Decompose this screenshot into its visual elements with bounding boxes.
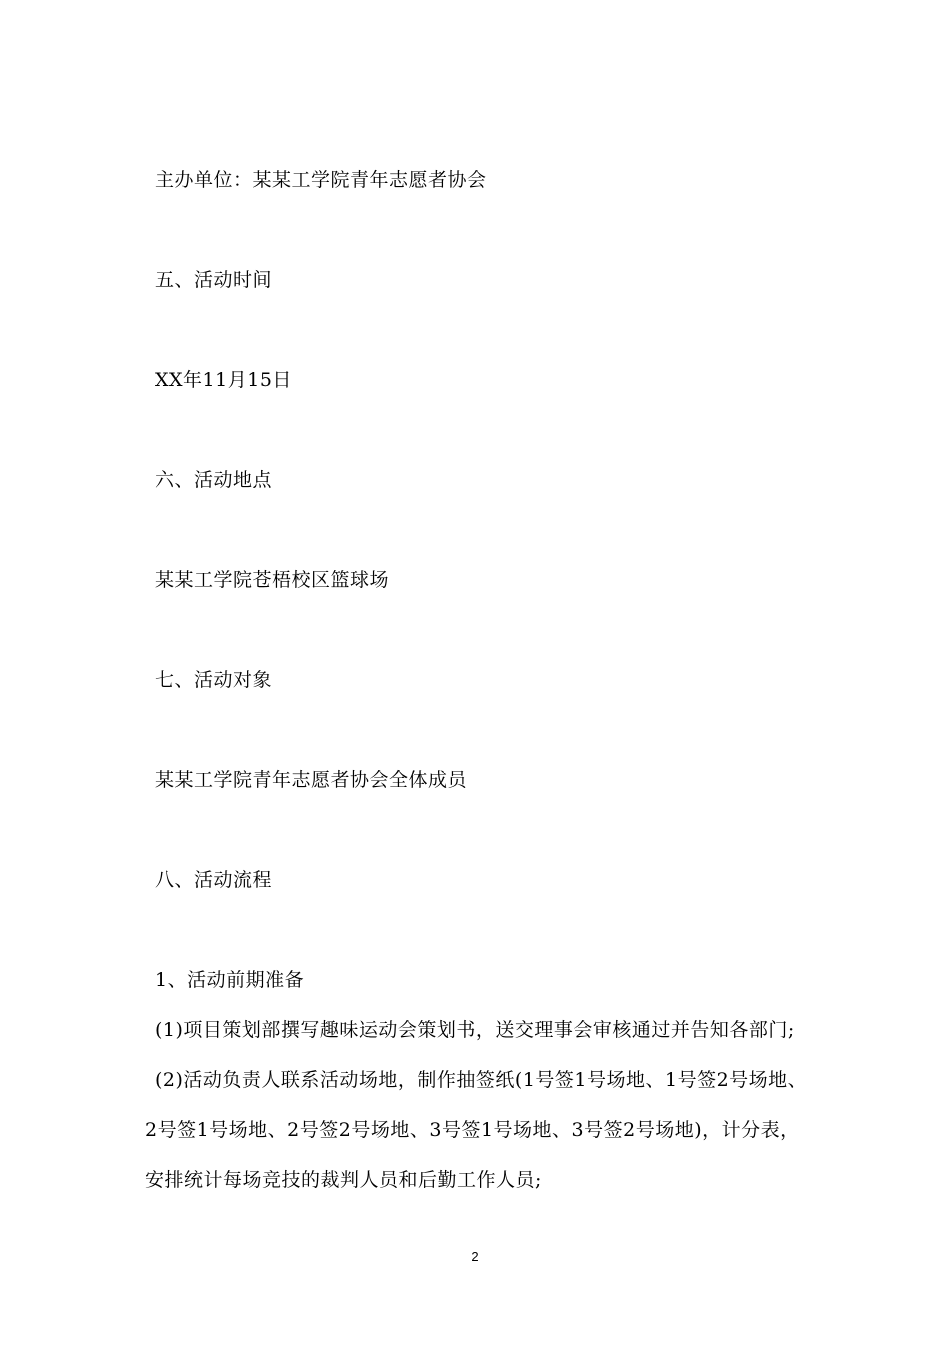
section-heading-process: 八、活动流程	[155, 869, 273, 891]
step1-item2-line1: (2)活动负责人联系活动场地，制作抽签纸(1号签1号场地、1号签2号场地、	[155, 1069, 808, 1091]
step1-item2-line2: 2号签1号场地、2号签2号场地、3号签1号场地、3号签2号场地)，计分表，	[145, 1119, 800, 1141]
activity-participants: 某某工学院青年志愿者协会全体成员	[155, 769, 468, 791]
step1-item1: (1)项目策划部撰写趣味运动会策划书，送交理事会审核通过并告知各部门;	[155, 1019, 795, 1041]
page-number: 2	[471, 1249, 479, 1264]
step1-heading: 1、活动前期准备	[155, 969, 305, 991]
section-heading-location: 六、活动地点	[155, 469, 273, 491]
organizer-line: 主办单位：某某工学院青年志愿者协会	[155, 169, 487, 191]
step1-item2-line3: 安排统计每场竞技的裁判人员和后勤工作人员;	[145, 1169, 542, 1191]
activity-date: XX年11月15日	[155, 369, 292, 391]
activity-location: 某某工学院苍梧校区篮球场	[155, 569, 390, 591]
section-heading-participants: 七、活动对象	[155, 669, 273, 691]
section-heading-time: 五、活动时间	[155, 269, 273, 291]
